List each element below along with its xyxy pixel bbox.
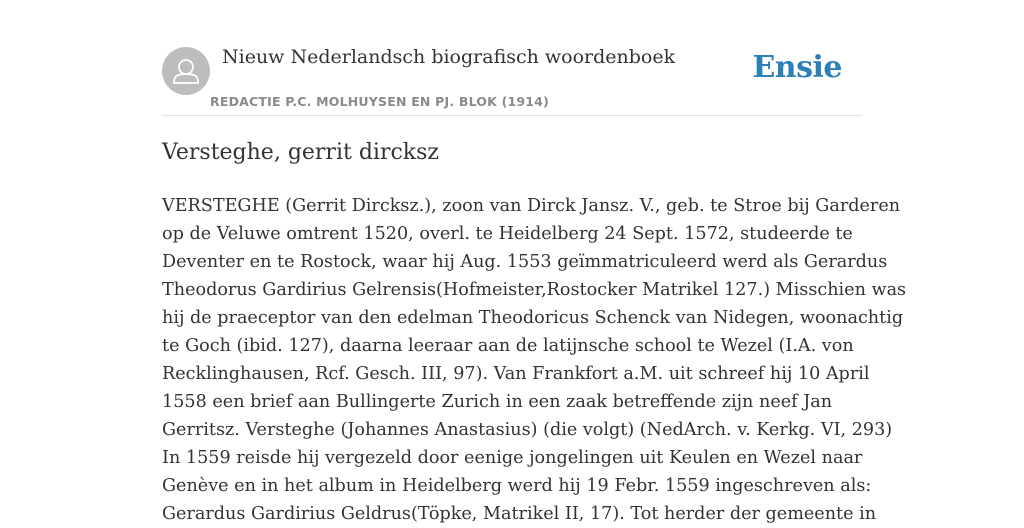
entry-line: Recklinghausen, Rcf. Gesch. III, 97). Van Frankfort a.M. uit schreef hij 10 April <box>162 364 870 384</box>
entry-line: 1558 een brief aan Bullingerte Zurich in een zaak betreffende zijn neef Jan <box>162 392 833 412</box>
entry-line: Theodorus Gardirius Gelrensis(Hofmeister,Rostocker Matrikel 127.) Misschien was <box>162 280 907 300</box>
user-icon <box>162 47 210 95</box>
entry-line: hij de praeceptor van den edelman Theodoricus Schenck van Nidegen, woonachtig <box>162 308 904 328</box>
book-header <box>162 0 862 116</box>
entry-line: Gerardus Gardirius Geldrus(Töpke, Matrikel II, 17). Tot herder der gemeente in <box>162 504 877 524</box>
brand-logo[interactable]: Ensie <box>752 50 842 85</box>
entry-line: te Goch (ibid. 127), daarna leeraar aan de latijnsche school te Wezel (I.A. von <box>162 336 854 356</box>
entry-line: Deventer en te Rostock, waar hij Aug. 1553 geïmmatriculeerd werd als Gerardus <box>162 252 888 272</box>
page-container <box>162 0 907 524</box>
entry-body <box>162 192 907 528</box>
entry-line: VERSTEGHE (Gerrit Dircksz.), zoon van Dirck Jansz. V., geb. te Stroe bij Garderen <box>162 196 901 216</box>
entry-line: Genève en in het album in Heidelberg werd hij 19 Febr. 1559 ingeschreven als: <box>162 476 872 496</box>
entry-line: In 1559 reisde hij vergezeld door eenige jongelingen uit Keulen en Wezel naar <box>162 448 863 468</box>
entry-title: Versteghe, gerrit dircksz <box>162 140 439 165</box>
user-icon-graphic <box>162 47 210 95</box>
book-title[interactable]: Nieuw Nederlandsch biografisch woordenboek <box>222 46 676 68</box>
entry-line: op de Veluwe omtrent 1520, overl. te Heidelberg 24 Sept. 1572, studeerde te <box>162 224 853 244</box>
entry-line: Gerritsz. Versteghe (Johannes Anastasius) (die volgt) (NedArch. v. Kerkg. VI, 293) <box>162 420 893 440</box>
book-editors: REDACTIE P.C. MOLHUYSEN EN PJ. BLOK (1914) <box>210 94 549 109</box>
